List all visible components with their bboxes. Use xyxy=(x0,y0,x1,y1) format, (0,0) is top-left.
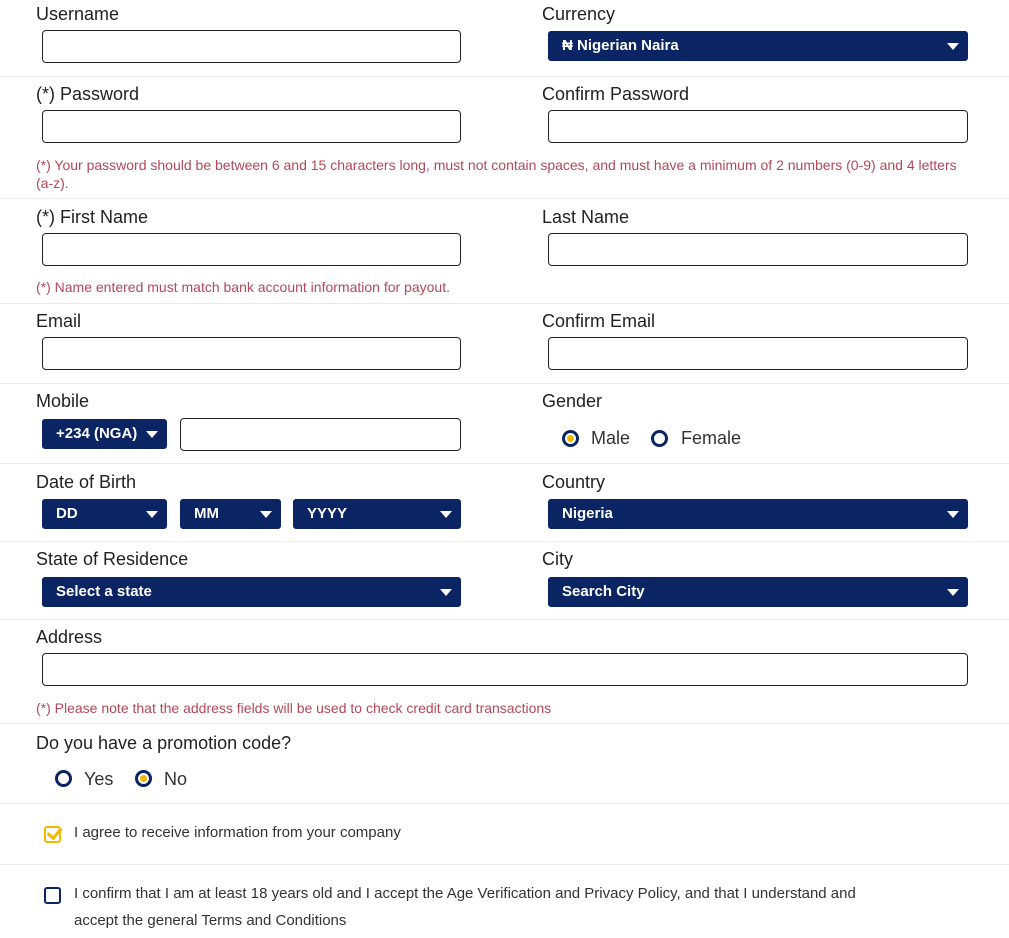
username-input[interactable] xyxy=(42,30,461,63)
currency-select[interactable] xyxy=(548,31,968,61)
state-select[interactable] xyxy=(42,577,461,607)
confirm-email-input[interactable] xyxy=(548,337,968,370)
confirm-password-input[interactable] xyxy=(548,110,968,143)
marketing-consent-checkbox[interactable] xyxy=(44,826,61,843)
state-value: Select a state xyxy=(56,583,152,600)
divider xyxy=(0,303,1009,304)
divider xyxy=(0,383,1009,384)
promo-question: Do you have a promotion code? xyxy=(36,733,292,753)
confirm-password-label: Confirm Password xyxy=(542,84,690,104)
mobile-number-input[interactable] xyxy=(180,418,461,451)
name-hint: (*) Name entered must match bank account information for payout. xyxy=(36,279,450,295)
promo-yes-label: Yes xyxy=(84,769,114,789)
password-label: (*) Password xyxy=(36,84,140,104)
dob-month-value: MM xyxy=(194,505,219,522)
gender-female-label: Female xyxy=(681,428,742,448)
password-hint: (*) Your password should be between 6 and 15 characters long, must not contain spaces, and must have a minimum of 2 numbers (0-9) and 4 letters (a-z). xyxy=(36,157,957,191)
chevron-down-icon xyxy=(146,511,158,518)
chevron-down-icon xyxy=(440,589,452,596)
dob-year-select[interactable] xyxy=(293,499,461,529)
last-name-input[interactable] xyxy=(548,233,968,266)
divider xyxy=(0,463,1009,464)
email-label: Email xyxy=(36,311,82,331)
city-select[interactable] xyxy=(548,577,968,607)
dob-day-value: DD xyxy=(56,505,78,522)
city-label: City xyxy=(542,549,573,569)
mobile-label: Mobile xyxy=(36,391,90,411)
state-label: State of Residence xyxy=(36,549,189,569)
age-terms-label: I confirm that I am at least 18 years old and I accept the Age Verification and Privacy Policy, and that I understand and accept the general Terms and Conditions xyxy=(74,885,856,929)
address-input[interactable] xyxy=(42,653,968,686)
divider xyxy=(0,76,1009,77)
country-label: Country xyxy=(542,472,606,492)
chevron-down-icon xyxy=(260,511,272,518)
promo-no-label: No xyxy=(164,769,188,789)
gender-female-radio[interactable] xyxy=(651,430,668,447)
confirm-email-label: Confirm Email xyxy=(542,311,656,331)
age-terms-checkbox[interactable] xyxy=(44,887,61,904)
chevron-down-icon xyxy=(440,511,452,518)
country-select[interactable] xyxy=(548,499,968,529)
gender-label: Gender xyxy=(542,391,603,411)
country-code-select[interactable] xyxy=(42,419,167,449)
marketing-consent-label: I agree to receive information from your company xyxy=(74,824,401,841)
password-input[interactable] xyxy=(42,110,461,143)
dob-year-value: YYYY xyxy=(307,505,348,522)
dob-day-select[interactable] xyxy=(42,499,167,529)
country-value: Nigeria xyxy=(562,505,613,522)
username-label: Username xyxy=(36,4,120,24)
chevron-down-icon xyxy=(947,589,959,596)
first-name-label: (*) First Name xyxy=(36,207,148,227)
divider xyxy=(0,541,1009,542)
country-code-value: +234 (NGA) xyxy=(56,425,138,442)
currency-value: ₦ Nigerian Naira xyxy=(562,37,679,54)
address-hint: (*) Please note that the address fields will be used to check credit card transactions xyxy=(36,700,552,716)
divider xyxy=(0,803,1009,804)
gender-male-label: Male xyxy=(591,428,631,448)
divider xyxy=(0,723,1009,724)
gender-male-radio[interactable] xyxy=(562,430,579,447)
email-input[interactable] xyxy=(42,337,461,370)
currency-label: Currency xyxy=(542,4,616,24)
promo-no-radio[interactable] xyxy=(135,770,152,787)
dob-label: Date of Birth xyxy=(36,472,137,492)
last-name-label: Last Name xyxy=(542,207,630,227)
promo-yes-radio[interactable] xyxy=(55,770,72,787)
chevron-down-icon xyxy=(947,511,959,518)
city-value: Search City xyxy=(562,583,645,600)
chevron-down-icon xyxy=(146,431,158,438)
dob-month-select[interactable] xyxy=(180,499,281,529)
first-name-input[interactable] xyxy=(42,233,461,266)
address-label: Address xyxy=(36,627,103,647)
divider xyxy=(0,198,1009,199)
chevron-down-icon xyxy=(947,43,959,50)
divider xyxy=(0,864,1009,865)
divider xyxy=(0,619,1009,620)
